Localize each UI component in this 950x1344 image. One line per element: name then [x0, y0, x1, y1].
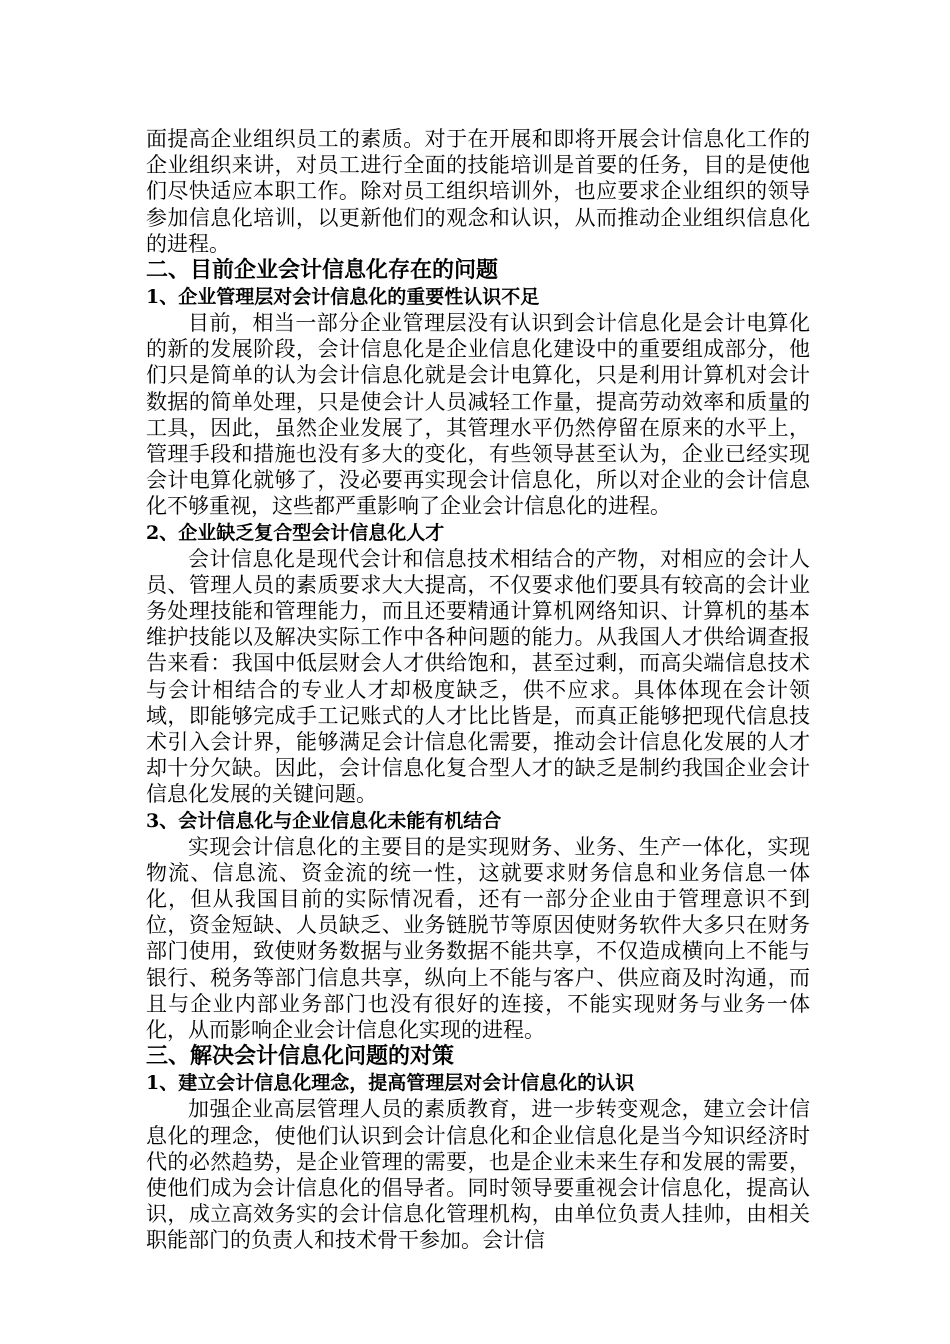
section-3-heading: 三、解决会计信息化问题的对策 [146, 1043, 455, 1070]
section-3-1-heading: 1、建立会计信息化理念，提高管理层对会计信息化的认识 [146, 1072, 635, 1095]
section-2-2-heading: 2、企业缺乏复合型会计信息化人才 [146, 521, 445, 544]
section-2-heading: 二、目前企业会计信息化存在的问题 [146, 257, 499, 284]
section-2-3-body: 实现会计信息化的主要目的是实现财务、业务、生产一体化，实现物流、信息流、资金流的统一性，这就要求财务信息和业务信息一体化，但从我国目前的实际情况看，还有一部分企业由于管理意识不到位，资金短缺、人员缺乏、业务链脱节等原因使财务软件大多只在财务部门使用，致使财务数据与业务数据不能共享，不仅造成横向上不能与银行、税务等部门信息共享，纵向上不能与客户、供应商及时沟通，而且与企业内部业务部门也没有很好的连接，不能实现财务与业务一体化，从而影响企业会计信息化实现的进程。 [146, 834, 810, 1043]
section-3-1-body: 加强企业高层管理人员的素质教育，进一步转变观念，建立会计信息化的理念，使他们认识到会计信息化和企业信息化是当今知识经济时代的必然趋势，是企业管理的需要，也是企业未来生存和发展的需要，使他们成为会计信息化的倡导者。同时领导要重视会计信息化，提高认识，成立高效务实的会计信息化管理机构，由单位负责人挂帅，由相关职能部门的负责人和技术骨干参加。会计信 [146, 1097, 810, 1253]
section-2-1-heading: 1、企业管理层对会计信息化的重要性认识不足 [146, 286, 540, 309]
section-2-3-heading: 3、会计信息化与企业信息化未能有机结合 [146, 809, 502, 832]
intro-paragraph: 面提高企业组织员工的素质。对于在开展和即将开展会计信息化工作的企业组织来讲，对员工进行全面的技能培训是首要的任务，目的是使他们尽快适应本职工作。除对员工组织培训外，也应要求企业组织的领导参加信息化培训，以更新他们的观念和认识，从而推动企业组织信息化的进程。 [146, 127, 810, 256]
section-2-2-body: 会计信息化是现代会计和信息技术相结合的产物，对相应的会计人员、管理人员的素质要求大大提高，不仅要求他们要具有较高的会计业务处理技能和管理能力，而且还要精通计算机网络知识、计算机的基本维护技能以及解决实际工作中各种问题的能力。从我国人才供给调查报告来看：我国中低层财会人才供给饱和，甚至过剩，而高尖端信息技术与会计相结合的专业人才却极度缺乏，供不应求。具体体现在会计领域，即能够完成手工记账式的人才比比皆是，而真正能够把现代信息技术引入会计界，能够满足会计信息化需要，推动会计信息化发展的人才却十分欠缺。因此，会计信息化复合型人才的缺乏是制约我国企业会计信息化发展的关键问题。 [146, 546, 810, 807]
section-2-1-body: 目前，相当一部分企业管理层没有认识到会计信息化是会计电算化的新的发展阶段，会计信息化是企业信息化建设中的重要组成部分，他们只是简单的认为会计信息化就是会计电算化，只是利用计算机对会计数据的简单处理，只是使会计人员减轻工作量，提高劳动效率和质量的工具，因此，虽然企业发展了，其管理水平仍然停留在原来的水平上，管理手段和措施也没有多大的变化，有些领导甚至认为，企业已经实现会计电算化就够了，没必要再实现会计信息化，所以对企业的会计信息化不够重视，这些都严重影响了企业会计信息化的进程。 [146, 311, 810, 519]
document-page [146, 126, 810, 1254]
